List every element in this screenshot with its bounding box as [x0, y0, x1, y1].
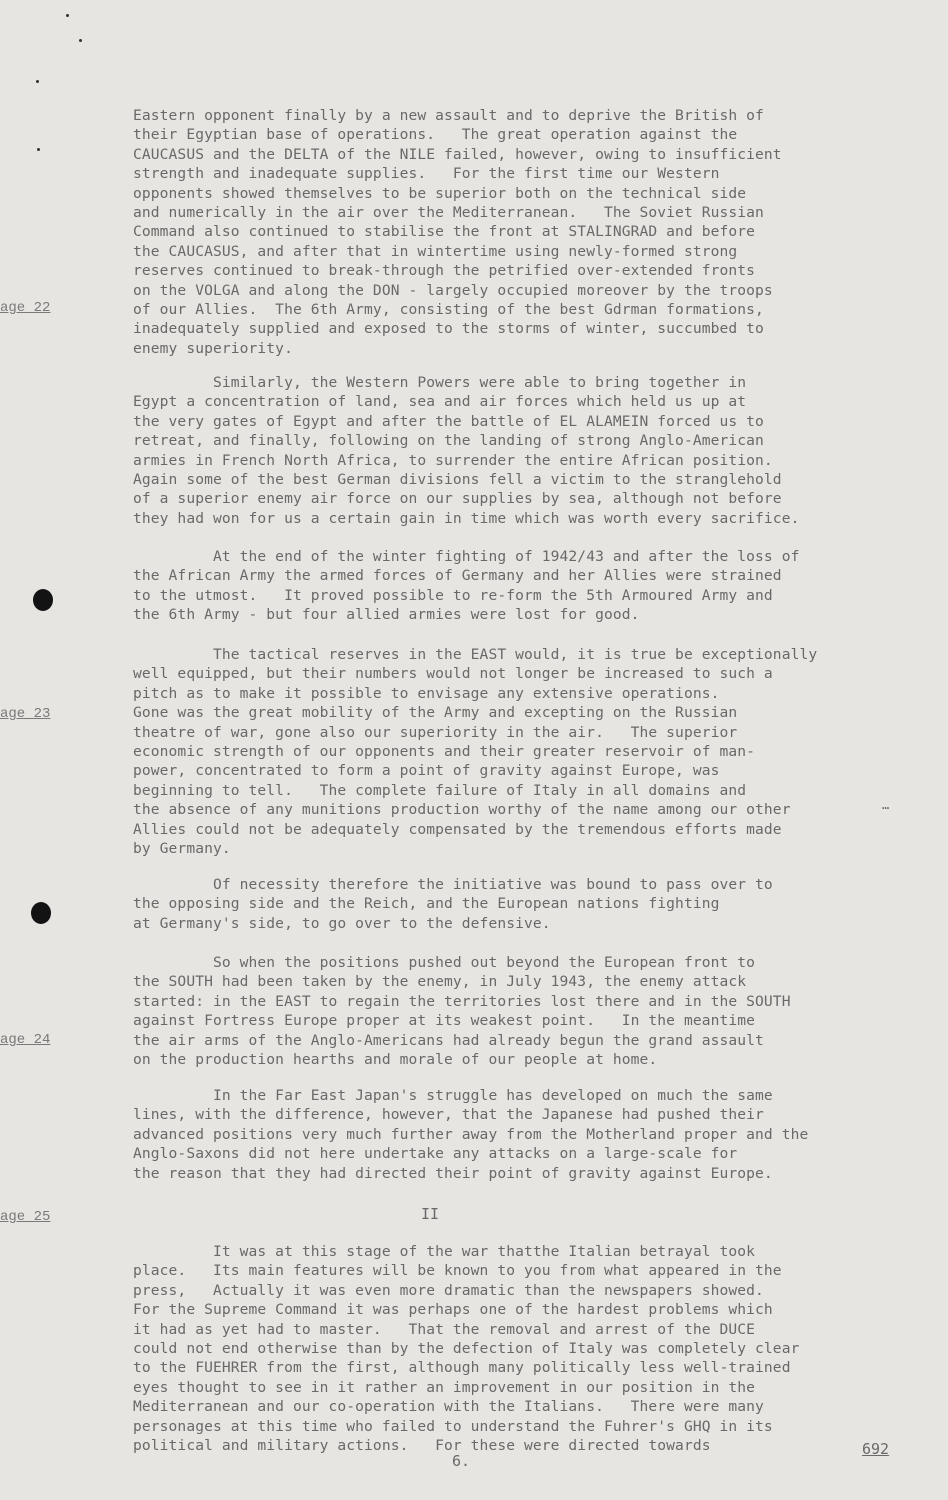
speck	[36, 80, 39, 83]
punch-hole-bottom	[31, 902, 51, 924]
paragraph: So when the positions pushed out beyond the European front to the SOUTH had been taken by the enemy, in July 1943, the enemy attack started: in the EAST to regain the territories lost there and in the SOUTH against Fortress Europe proper at its weakest point. In the meantime the air arms of the Anglo-Americans had already begun the grand assault on the production hearths and morale of our people at home.	[133, 954, 791, 1069]
paragraph: It was at this stage of the war thatthe Italian betrayal took place. Its main features will be known to you from what appeared in the press, Actually it was even more dramatic than the newspapers showed. For the Supreme Command it was perhaps one of the hardest problems which it had as yet had to master. That the removal and arrest of the DUCE could not end otherwise than by the defection of Italy was completely clear to the FUEHRER from the first, although many politically less well-trained eyes thought to see in it rather an improvement in our position in the Mediterranean and our co-operation with the Italians. There were many personages at this time who failed to understand the Fuhrer's GHQ in its political and military actions. For these were directed towards	[133, 1243, 800, 1455]
margin-page-ref: age 24	[0, 1032, 51, 1048]
margin-page-ref: age 23	[0, 706, 51, 722]
margin-dash: …	[882, 798, 890, 812]
speck	[37, 148, 40, 151]
paragraph: Eastern opponent finally by a new assault and to deprive the British of their Egyptian base of operations. The great operation against the CAUCASUS and the DELTA of the NILE failed, however, owing to insufficient strength and inadequate supplies. For the first time our Western opponents showed themselves to be superior both on the technical side and numerically in the air over the Mediterranean. The Soviet Russian Command also continued to stabilise the front at STALINGRAD and before the CAUCASUS, and after that in wintertime using newly-formed strong reserves continued to break-through the petrified over-extended fronts on the VOLGA and along the DON - largely occupied moreover by the troops of our Allies. The 6th Army, consisting of the best Gdrman formations, inadequately supplied and exposed to the storms of winter, succumbed to enemy superiority.	[133, 107, 782, 357]
paragraph: The tactical reserves in the EAST would, it is true be exceptionally well equipped, but their numbers would not longer be increased to such a pitch as to make it possible to envisage any extensive operations. Gone was the great mobility of the Army and excepting on the Russian theatre of war, gone also our superiority in the air. The superior economic strength of our opponents and their greater reservoir of man- power, concentrated to form a point of gravity against Europe, was beginning to tell. The complete failure of Italy in all domains and the absence of any munitions production worthy of the name among our other Allies could not be adequately compensated by the tremendous efforts made by Germany.	[133, 646, 818, 858]
paragraph: At the end of the winter fighting of 1942/43 and after the loss of the African Army the armed forces of Germany and her Allies were strained to the utmost. It proved possible to re-form the 5th Armoured Army and the 6th Army - but four allied armies were lost for good.	[133, 548, 800, 624]
paragraph: Similarly, the Western Powers were able to bring together in Egypt a concentration of land, sea and air forces which held us up at the very gates of Egypt and after the battle of EL ALAMEIN forced us to retreat, and finally, following on the landing of strong Anglo-American armies in French North Africa, to surrender the entire African position. Again some of the best German divisions fell a victim to the stranglehold of a superior enemy air force on our supplies by sea, although not before they had won for us a certain gain in time which was worth every sacrifice.	[133, 374, 800, 527]
margin-page-ref: age 25	[0, 1209, 51, 1225]
page-number: 6.	[452, 1452, 471, 1470]
speck	[66, 14, 69, 17]
speck	[79, 39, 82, 42]
folio-number: 692	[862, 1440, 890, 1458]
punch-hole-top	[33, 589, 53, 611]
paragraph: Of necessity therefore the initiative was bound to pass over to the opposing side and the Reich, and the European nations fighting at Germany's side, to go over to the defensive.	[133, 876, 773, 932]
section-number: II	[421, 1205, 440, 1223]
margin-page-ref: age 22	[0, 300, 51, 316]
paragraph: In the Far East Japan's struggle has developed on much the same lines, with the difference, however, that the Japanese had pushed their advanced positions very much further away from the Motherland proper and the Anglo-Saxons did not here undertake any attacks on a large-scale for the reason that they had directed their point of gravity against Europe.	[133, 1087, 809, 1182]
